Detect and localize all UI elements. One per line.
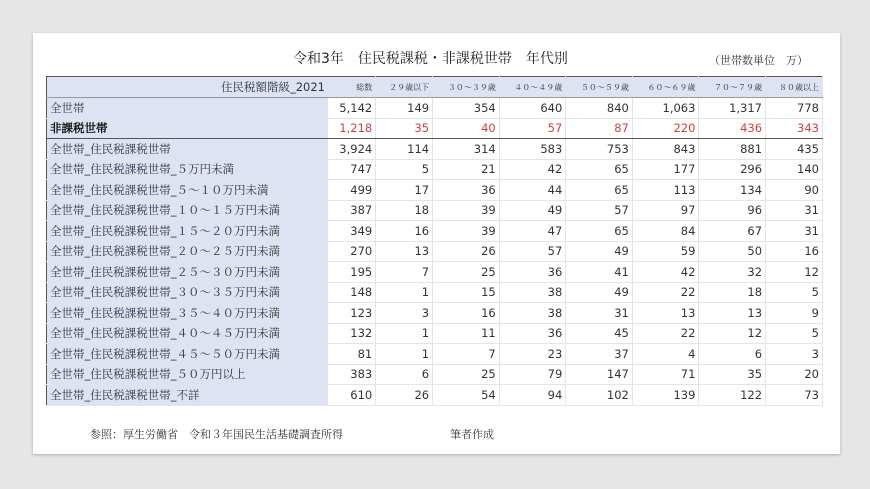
column-header: ４０～４９歳 bbox=[499, 77, 566, 98]
table-cell: 296 bbox=[699, 159, 766, 180]
table-cell: 49 bbox=[566, 241, 633, 262]
table-cell: 20 bbox=[766, 364, 823, 385]
table-row bbox=[47, 344, 823, 365]
table-cell: 17 bbox=[376, 180, 433, 201]
table-cell: 65 bbox=[566, 221, 633, 242]
table-cell: 42 bbox=[632, 262, 699, 283]
table-cell: 39 bbox=[433, 200, 500, 221]
table-cell: 354 bbox=[433, 98, 500, 119]
table-cell: 31 bbox=[766, 221, 823, 242]
table-row bbox=[47, 364, 823, 385]
table-cell: 97 bbox=[632, 200, 699, 221]
table-row bbox=[47, 262, 823, 283]
table-cell: 270 bbox=[328, 241, 376, 262]
table-cell: 3 bbox=[766, 344, 823, 365]
table-cell: 1 bbox=[376, 282, 433, 303]
table-cell: 25 bbox=[433, 262, 500, 283]
table-row bbox=[47, 98, 823, 119]
table-cell: 114 bbox=[376, 139, 433, 160]
table-cell: 59 bbox=[632, 241, 699, 262]
table-cell: 140 bbox=[766, 159, 823, 180]
table-cell: 67 bbox=[699, 221, 766, 242]
row-label: 全世帯_住民税課税世帯_３０～３５万円未満 bbox=[47, 282, 329, 303]
table-cell: 73 bbox=[766, 385, 823, 406]
table-cell: 881 bbox=[699, 139, 766, 160]
table-row bbox=[47, 221, 823, 242]
table-cell: 139 bbox=[632, 385, 699, 406]
table-cell: 37 bbox=[566, 344, 633, 365]
table-cell: 5,142 bbox=[328, 98, 376, 119]
table-cell: 15 bbox=[433, 282, 500, 303]
table-cell: 435 bbox=[766, 139, 823, 160]
table-cell: 79 bbox=[499, 364, 566, 385]
row-label: 全世帯_住民税課税世帯_５～１０万円未満 bbox=[47, 180, 329, 201]
table-cell: 32 bbox=[699, 262, 766, 283]
table-row bbox=[47, 303, 823, 324]
table-cell: 9 bbox=[766, 303, 823, 324]
table-cell: 57 bbox=[566, 200, 633, 221]
table-cell: 7 bbox=[433, 344, 500, 365]
table-cell: 38 bbox=[499, 282, 566, 303]
table-cell: 81 bbox=[328, 344, 376, 365]
column-header: ７０～７９歳 bbox=[699, 77, 766, 98]
table-cell: 22 bbox=[632, 323, 699, 344]
table-cell: 122 bbox=[699, 385, 766, 406]
table-cell: 1,218 bbox=[328, 118, 376, 139]
table-cell: 753 bbox=[566, 139, 633, 160]
table-cell: 40 bbox=[433, 118, 500, 139]
row-label: 全世帯_住民税課税世帯_４５～５０万円未満 bbox=[47, 344, 329, 365]
table-row bbox=[47, 323, 823, 344]
table-cell: 23 bbox=[499, 344, 566, 365]
table-cell: 22 bbox=[632, 282, 699, 303]
table-cell: 4 bbox=[632, 344, 699, 365]
row-label: 全世帯_住民税課税世帯_不詳 bbox=[47, 385, 329, 406]
table-cell: 31 bbox=[566, 303, 633, 324]
table-cell: 149 bbox=[376, 98, 433, 119]
table-cell: 113 bbox=[632, 180, 699, 201]
table-cell: 5 bbox=[376, 159, 433, 180]
page-title: 令和3年 住民税課税・非課税世帯 年代別 bbox=[293, 51, 568, 67]
row-label: 全世帯_住民税課税世帯_２０～２５万円未満 bbox=[47, 241, 329, 262]
table-row bbox=[47, 241, 823, 262]
table-cell: 54 bbox=[433, 385, 500, 406]
row-label: 全世帯_住民税課税世帯_５０万円以上 bbox=[47, 364, 329, 385]
table-cell: 610 bbox=[328, 385, 376, 406]
table-cell: 123 bbox=[328, 303, 376, 324]
data-table bbox=[46, 76, 823, 406]
table-cell: 1 bbox=[376, 323, 433, 344]
table-cell: 16 bbox=[376, 221, 433, 242]
table-cell: 96 bbox=[699, 200, 766, 221]
table-cell: 1 bbox=[376, 344, 433, 365]
column-header: 住民税額階級_2021 bbox=[47, 77, 329, 98]
table-cell: 38 bbox=[499, 303, 566, 324]
row-label: 全世帯_住民税課税世帯_５万円未満 bbox=[47, 159, 329, 180]
table-cell: 314 bbox=[433, 139, 500, 160]
table-cell: 5 bbox=[766, 282, 823, 303]
column-header: ３０～３９歳 bbox=[433, 77, 500, 98]
table-cell: 5 bbox=[766, 323, 823, 344]
table-cell: 12 bbox=[699, 323, 766, 344]
table-cell: 3 bbox=[376, 303, 433, 324]
table-cell: 41 bbox=[566, 262, 633, 283]
table-cell: 42 bbox=[499, 159, 566, 180]
table-cell: 840 bbox=[566, 98, 633, 119]
row-label: 全世帯_住民税課税世帯_３５～４０万円未満 bbox=[47, 303, 329, 324]
table-cell: 134 bbox=[699, 180, 766, 201]
table-cell: 583 bbox=[499, 139, 566, 160]
row-label: 全世帯_住民税課税世帯_２５～３０万円未満 bbox=[47, 262, 329, 283]
table-row bbox=[47, 159, 823, 180]
table-cell: 49 bbox=[499, 200, 566, 221]
table-cell: 343 bbox=[766, 118, 823, 139]
table-cell: 13 bbox=[376, 241, 433, 262]
table-row bbox=[47, 200, 823, 221]
table-cell: 21 bbox=[433, 159, 500, 180]
table-cell: 436 bbox=[699, 118, 766, 139]
table-cell: 84 bbox=[632, 221, 699, 242]
table-cell: 177 bbox=[632, 159, 699, 180]
table-cell: 50 bbox=[699, 241, 766, 262]
table-cell: 18 bbox=[376, 200, 433, 221]
table-cell: 44 bbox=[499, 180, 566, 201]
author-note: 筆者作成 bbox=[450, 428, 494, 441]
table-row bbox=[47, 282, 823, 303]
table-cell: 148 bbox=[328, 282, 376, 303]
row-label: 全世帯_住民税課税世帯_４０～４５万円未満 bbox=[47, 323, 329, 344]
table-cell: 25 bbox=[433, 364, 500, 385]
table-cell: 6 bbox=[376, 364, 433, 385]
table-cell: 778 bbox=[766, 98, 823, 119]
table-cell: 49 bbox=[566, 282, 633, 303]
table-row bbox=[47, 139, 823, 160]
table-cell: 11 bbox=[433, 323, 500, 344]
table-cell: 349 bbox=[328, 221, 376, 242]
column-header: ６０～６９歳 bbox=[632, 77, 699, 98]
table-cell: 87 bbox=[566, 118, 633, 139]
document-card bbox=[33, 33, 840, 454]
table-cell: 36 bbox=[499, 323, 566, 344]
table-cell: 47 bbox=[499, 221, 566, 242]
table-row bbox=[47, 118, 823, 139]
row-label: 全世帯_住民税課税世帯 bbox=[47, 139, 329, 160]
table-cell: 383 bbox=[328, 364, 376, 385]
table-cell: 132 bbox=[328, 323, 376, 344]
table-row bbox=[47, 385, 823, 406]
table-cell: 90 bbox=[766, 180, 823, 201]
column-header: ５０～５９歳 bbox=[566, 77, 633, 98]
table-cell: 12 bbox=[766, 262, 823, 283]
table-cell: 39 bbox=[433, 221, 500, 242]
table-cell: 640 bbox=[499, 98, 566, 119]
table-cell: 16 bbox=[766, 241, 823, 262]
source-note: 参照：厚生労働省 令和３年国民生活基礎調査所得 bbox=[90, 428, 343, 441]
column-header: ２９歳以下 bbox=[376, 77, 433, 98]
table-cell: 31 bbox=[766, 200, 823, 221]
table-cell: 57 bbox=[499, 241, 566, 262]
unit-note: （世帯数単位 万） bbox=[709, 54, 808, 67]
column-header: 総数 bbox=[328, 77, 376, 98]
column-header: ８０歳以上 bbox=[766, 77, 823, 98]
table-cell: 26 bbox=[376, 385, 433, 406]
table-cell: 6 bbox=[699, 344, 766, 365]
table-cell: 747 bbox=[328, 159, 376, 180]
table-cell: 1,063 bbox=[632, 98, 699, 119]
table-cell: 102 bbox=[566, 385, 633, 406]
table-cell: 18 bbox=[699, 282, 766, 303]
table-cell: 65 bbox=[566, 180, 633, 201]
row-label: 全世帯 bbox=[47, 98, 329, 119]
table-cell: 147 bbox=[566, 364, 633, 385]
table-cell: 35 bbox=[699, 364, 766, 385]
row-label: 全世帯_住民税課税世帯_１５～２０万円未満 bbox=[47, 221, 329, 242]
table-cell: 36 bbox=[433, 180, 500, 201]
table-cell: 3,924 bbox=[328, 139, 376, 160]
table-row bbox=[47, 180, 823, 201]
table-cell: 36 bbox=[499, 262, 566, 283]
table-cell: 13 bbox=[699, 303, 766, 324]
table-header-row bbox=[47, 77, 823, 98]
table-cell: 26 bbox=[433, 241, 500, 262]
table-cell: 220 bbox=[632, 118, 699, 139]
table-cell: 195 bbox=[328, 262, 376, 283]
table-cell: 45 bbox=[566, 323, 633, 344]
table-cell: 843 bbox=[632, 139, 699, 160]
table-cell: 499 bbox=[328, 180, 376, 201]
table-cell: 71 bbox=[632, 364, 699, 385]
table-cell: 387 bbox=[328, 200, 376, 221]
table-cell: 65 bbox=[566, 159, 633, 180]
table-cell: 94 bbox=[499, 385, 566, 406]
row-label: 全世帯_住民税課税世帯_１０～１５万円未満 bbox=[47, 200, 329, 221]
table-cell: 57 bbox=[499, 118, 566, 139]
row-label: 非課税世帯 bbox=[47, 118, 329, 139]
table-cell: 16 bbox=[433, 303, 500, 324]
table-cell: 7 bbox=[376, 262, 433, 283]
table-cell: 1,317 bbox=[699, 98, 766, 119]
table-cell: 35 bbox=[376, 118, 433, 139]
table-cell: 13 bbox=[632, 303, 699, 324]
